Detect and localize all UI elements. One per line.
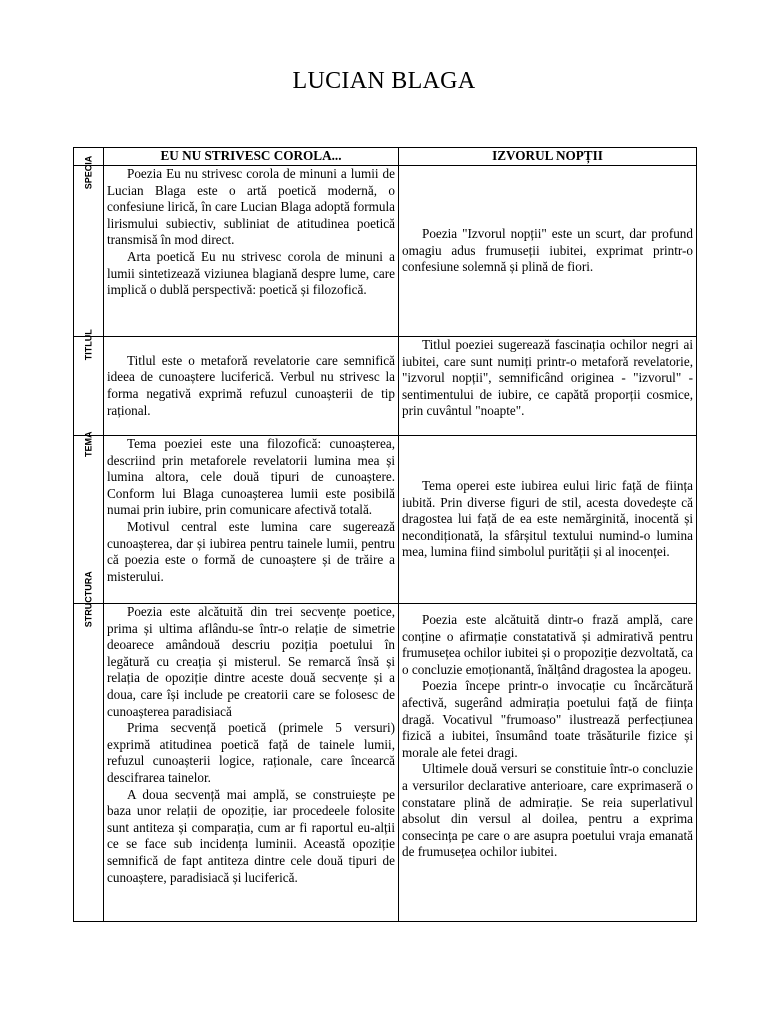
specia-poem-2-cell xyxy=(399,166,697,337)
titlul-poem-2-paragraph: Titlul poeziei sugerează fascinația ochilor negri ai iubitei, care sunt numiți printr-o metaforă revelatorie, "izvorul nopții", semnificând originea - "izvorul" - sentimentului de iubire, ce capătă proporții cosmice, prin cuvântul "noapte". xyxy=(402,337,693,419)
specia-poem-2-paragraph: Poezia "Izvorul nopții" este un scurt, dar profund omagiu adus frumuseții iubitei, exprimat printr-o confesiune solemnă și plină de fiori. xyxy=(402,226,693,275)
tema-poem-2-paragraph: Tema operei este iubirea eului liric față de ființa iubită. Prin diverse figuri de stil, acesta dovedește că dragostea lui față de ea este nemărginită, inocentă și necondiționată, la sfârșitul textului numind-o lumina mea, lumina fiind simbolul purității și al inocenței. xyxy=(402,478,693,560)
structura-poem-1-paragraph: Poezia este alcătuită din trei secvențe poetice, prima și ultima aflându-se într-o relație de simetrie deoarece amândouă descriu poziția poetului în legătură cu creația și misterul. Se remarcă însă și relația de opoziție dintre aceste două secvențe și a doua, care își include pe creatorii care se folosesc de cunoașterea paradisiacă xyxy=(107,604,395,719)
structura-poem-2-cell xyxy=(399,604,697,922)
table-row xyxy=(74,436,697,604)
table-row xyxy=(74,604,697,922)
tema-poem-1-paragraph: Tema poeziei este una filozofică: cunoașterea, descriind prin metaforele revelatorii lumina mea și lumina altora, cele două tipuri de cunoaștere. Conform lui Blaga cunoașterea lumii este posibilă numai prin iubire, prin comunicare afectivă totală. xyxy=(107,436,395,518)
column-header-poem-2: IZVORUL NOPȚII xyxy=(399,148,697,166)
titlul-poem-1-cell xyxy=(104,337,399,436)
specia-poem-1-paragraph: Arta poetică Eu nu strivesc corola de minuni a lumii sintetizează viziunea blagiană despre lume, care implică o dublă perspectivă: poetică și filozofică. xyxy=(107,248,395,298)
structura-poem-2-paragraph: Poezia începe printr-o invocație cu încărcătură afectivă, sugerând admirația poetului față de ființa dragă. Vocativul "frumoaso" ilustrează perfecțiunea fizică a iubitei, însumând toate trăsăturile fizice și morale ale fetei dragi. xyxy=(402,678,693,760)
table-row xyxy=(74,337,697,436)
structura-poem-1-cell xyxy=(104,604,399,922)
structura-poem-2-paragraph: Ultimele două versuri se constituie într-o concluzie a versurilor declarative anterioare, care exprimaseră o constatare plină de admirație. Se reia superlativul absolut din versul al doilea, pentru a exprima consecința pe care o are asupra poetului vraja emanată de frumusețea ochilor iubitei. xyxy=(402,761,693,860)
structura-poem-1-paragraph: A doua secvență mai amplă, se construiește pe baza unor relații de opoziție, iar procedeele folosite sunt antiteza și comparația, cum ar fi raportul eu-alții ce se face sub incidența luminii. Această opoziție semnifică de fapt antiteza dintre cele două tipuri de cunoaștere, paradisiacă și luciferică. xyxy=(107,786,395,885)
titlul-poem-2-cell xyxy=(399,337,697,436)
table-row xyxy=(74,166,697,337)
structura-poem-1-paragraph: Prima secvență poetică (primele 5 versuri) exprimă atitudinea poetică față de tainele lumii, refuzul cunoașterii logice, raționale, care încearcă descifrarea tainelor. xyxy=(107,720,395,785)
row-label-specia: SPECIA xyxy=(74,166,104,337)
titlul-poem-1-paragraph: Titlul este o metaforă revelatorie care semnifică ideea de cunoaștere luciferică. Verbul nu strivesc la forma negativă exprimă refuzul cunoașterii de tip rațional. xyxy=(107,352,395,418)
row-label-titlul: TITLUL xyxy=(74,337,104,436)
row-label-structura: STRUCTURA xyxy=(74,604,104,922)
specia-poem-1-paragraph: Poezia Eu nu strivesc corola de minuni a lumii de Lucian Blaga este o artă poetică modernă, o confesiune lirică, în care Lucian Blaga adoptă formula lirismului subiectiv, subliniat de atitudinea poetică transmisă în mod direct. xyxy=(107,166,395,248)
comparison-table xyxy=(73,147,697,922)
tema-poem-2-cell xyxy=(399,436,697,604)
column-header-poem-1: EU NU STRIVESC COROLA... xyxy=(104,148,399,166)
page-title: LUCIAN BLAGA xyxy=(292,68,476,94)
specia-poem-1-cell xyxy=(104,166,399,337)
row-label-tema: TEMA xyxy=(74,436,104,604)
structura-poem-2-paragraph: Poezia este alcătuită dintr-o frază amplă, care conține o afirmație constatativă și admirativă pentru frumusețea ochilor iubitei și o propoziție dezvoltată, ca o concluzie emoționantă, înălțând dragostea la apogeu. xyxy=(402,612,693,677)
tema-poem-1-cell xyxy=(104,436,399,604)
tema-poem-1-paragraph: Motivul central este lumina care sugerează cunoașterea, dar și iubirea pentru tainele lumii, pentru că poezia este o formă de cunoaștere și de trăire a misterului. xyxy=(107,518,395,584)
table-header-row xyxy=(74,148,697,166)
